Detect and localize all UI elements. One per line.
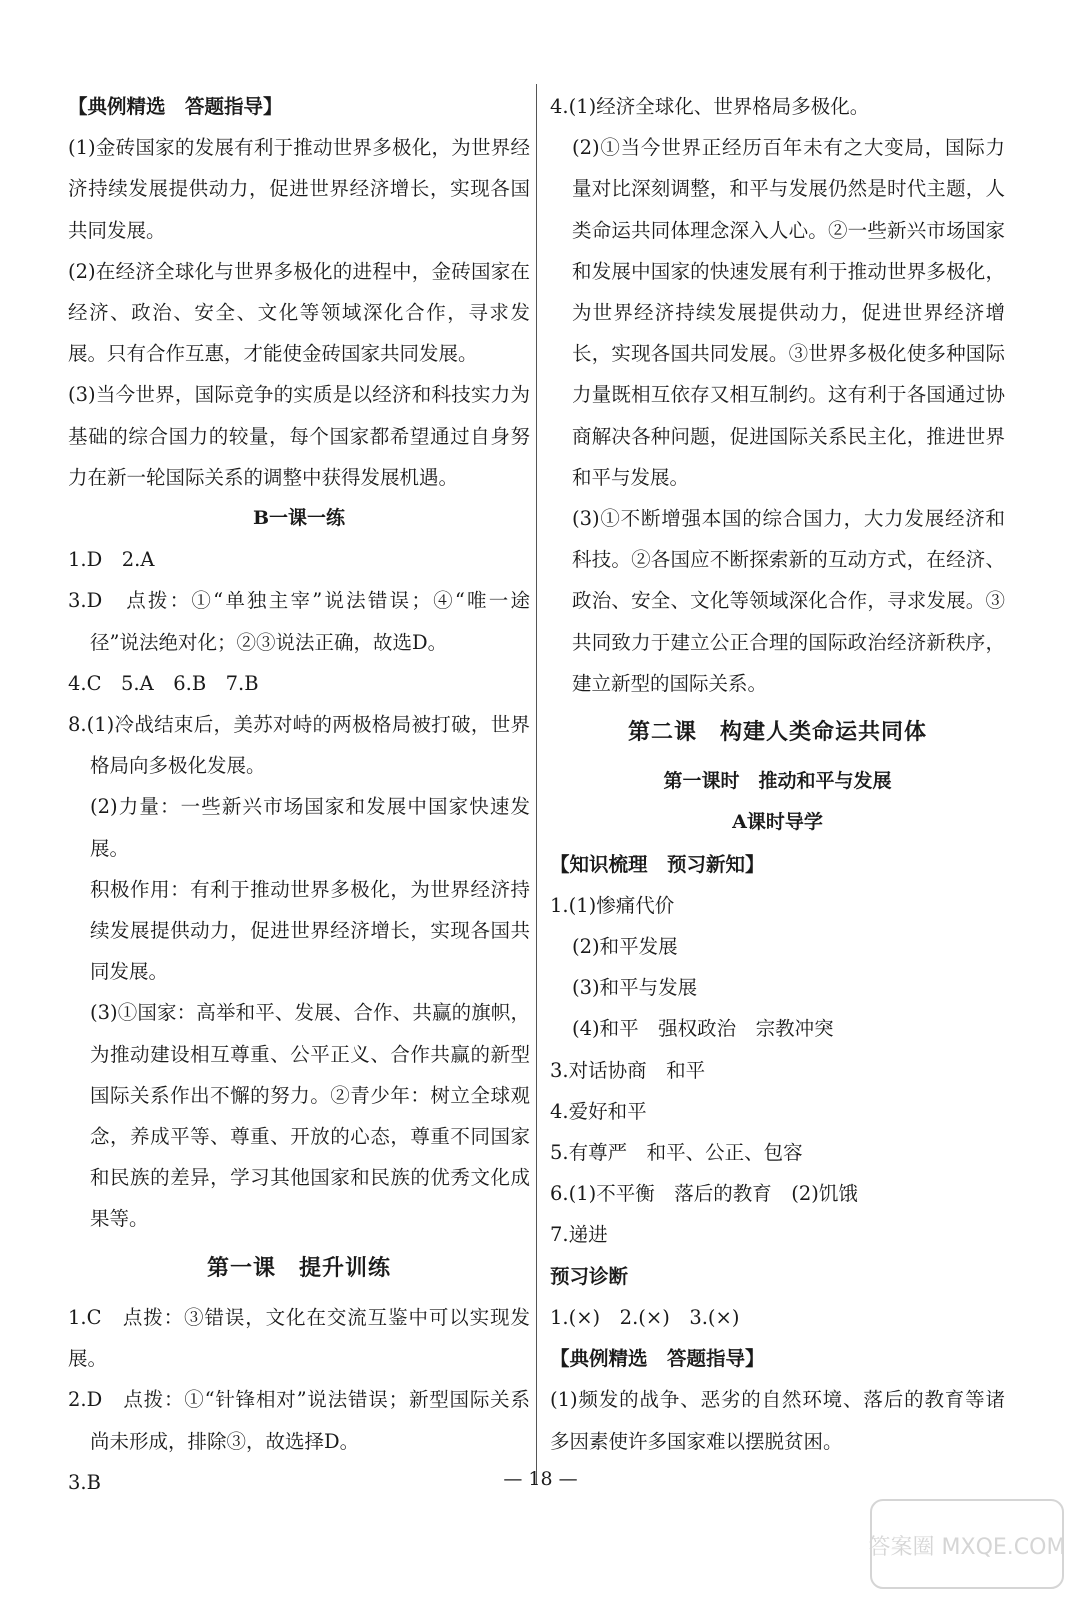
answer-line: 6.(1)不平衡 落后的教育 (2)饥饿: [550, 1182, 858, 1206]
section-title: 第一课 提升训练: [206, 1254, 391, 1281]
answer-line: 4.爱好和平: [550, 1099, 647, 1123]
answer-line: 4.(1)经济全球化、世界格局多极化。: [550, 95, 870, 118]
answer-paragraph: (3)当今世界，国际竞争的实质是以经济和科技实力为基础的综合国力的较量，每个国家都希望通过自身努力在新一轮国际关系的调整中获得发展机遇。: [68, 383, 530, 489]
answer-line: 4.C 5.A 6.B 7.B: [68, 671, 259, 695]
section-header: 【知识梳理 预习新知】: [550, 852, 765, 876]
watermark-logo: [867, 1496, 1067, 1592]
period-title: 第一课时 推动和平与发展: [663, 770, 892, 793]
answer-line: 5.有尊严 和平、公正、包容: [550, 1141, 803, 1165]
answer-line: 1.(1)惨痛代价: [550, 893, 675, 917]
answer-line: 3.对话协商 和平: [550, 1058, 706, 1082]
answer-line: 1.(×) 2.(×) 3.(×): [550, 1305, 740, 1329]
answer-paragraph: (3)①国家：高举和平、发展、合作、共赢的旗帜，为推动建设相互尊重、公平正义、合作共赢的新型国际关系作出不懈的努力。②青少年：树立全球观念，养成平等、尊重、开放的心态，尊重不同国家和民族的差异，学习其他国家和民族的优秀文化成果等。: [90, 1001, 530, 1231]
section-title: B一课一练: [252, 507, 346, 530]
right-column: [550, 86, 1005, 1462]
answer-paragraph: (3)①不断增强本国的综合国力，大力发展经济和科技。②各国应不断探索新的互动方式，在经济、政治、安全、文化等领域深化合作，寻求发展。③共同致力于建立公正合理的国际政治经济新秩序，建立新型的国际关系。: [572, 507, 1005, 695]
answer-line: 3.B: [68, 1470, 101, 1494]
answer-line: (2)和平发展: [572, 935, 678, 959]
answer-line: (3)和平与发展: [572, 976, 698, 1000]
answer-line: 7.递进: [550, 1223, 608, 1247]
answer-line: 1.C 点拨：③错误，文化在交流互鉴中可以实现发展。: [68, 1305, 530, 1371]
section-header: 【典例精选 答题指导】: [68, 95, 283, 118]
answer-paragraph: (1)频发的战争、恶劣的自然环境、落后的教育等诸多因素使许多国家难以摆脱贫困。: [550, 1388, 1005, 1453]
answer-paragraph: (1)金砖国家的发展有利于推动世界多极化，为世界经济持续发展提供动力，促进世界经济增长，实现各国共同发展。: [68, 136, 530, 242]
left-column: [68, 86, 530, 1503]
answer-line: (4)和平 强权政治 宗教冲突: [572, 1017, 834, 1041]
answer-line: 8.(1)冷战结束后，美苏对峙的两极格局被打破，世界格局向多极化发展。: [68, 713, 530, 778]
answer-line: 3.D 点拨：①“单独主宰”说法错误；④“唯一途径”说法绝对化；②③说法正确，故选D。: [68, 589, 530, 654]
watermark-text: 答案圈 MXQE.COM: [868, 1535, 1066, 1560]
column-divider: [536, 84, 537, 1484]
answer-paragraph: (2)力量：一些新兴市场国家和发展中国家快速发展。: [90, 795, 530, 860]
answer-line: 2.D 点拨：①“针锋相对”说法错误；新型国际关系尚未形成，排除③，故选择D。: [68, 1388, 530, 1453]
answer-paragraph: (2)①当今世界正经历百年未有之大变局，国际力量对比深刻调整，和平与发展仍然是时代主题，人类命运共同体理念深入人心。②一些新兴市场国家和发展中国家的快速发展有利于推动世界多极化，为世界经济持续发展提供动力，促进世界经济增长，实现各国共同发展。③世界多极化使多种国际力量既相互依存又相互制约。这有利于各国通过协商解决各种问题，促进国际关系民主化，推进世界和平与发展。: [572, 136, 1005, 489]
answer-paragraph: 积极作用：有利于推动世界多极化，为世界经济持续发展提供动力，促进世界经济增长，实现各国共同发展。: [90, 877, 530, 984]
answer-paragraph: (2)在经济全球化与世界多极化的进程中，金砖国家在经济、政治、安全、文化等领域深化合作，寻求发展。只有合作互惠，才能使金砖国家共同发展。: [68, 259, 530, 366]
section-header: 预习诊断: [550, 1264, 629, 1288]
page-number: — 18 —: [503, 1468, 578, 1490]
answer-line: 1.D 2.A: [68, 548, 155, 572]
section-header: 【典例精选 答题指导】: [550, 1347, 765, 1371]
lesson-title: 第二课 构建人类命运共同体: [627, 719, 927, 746]
guide-title: A课时导学: [732, 811, 823, 834]
